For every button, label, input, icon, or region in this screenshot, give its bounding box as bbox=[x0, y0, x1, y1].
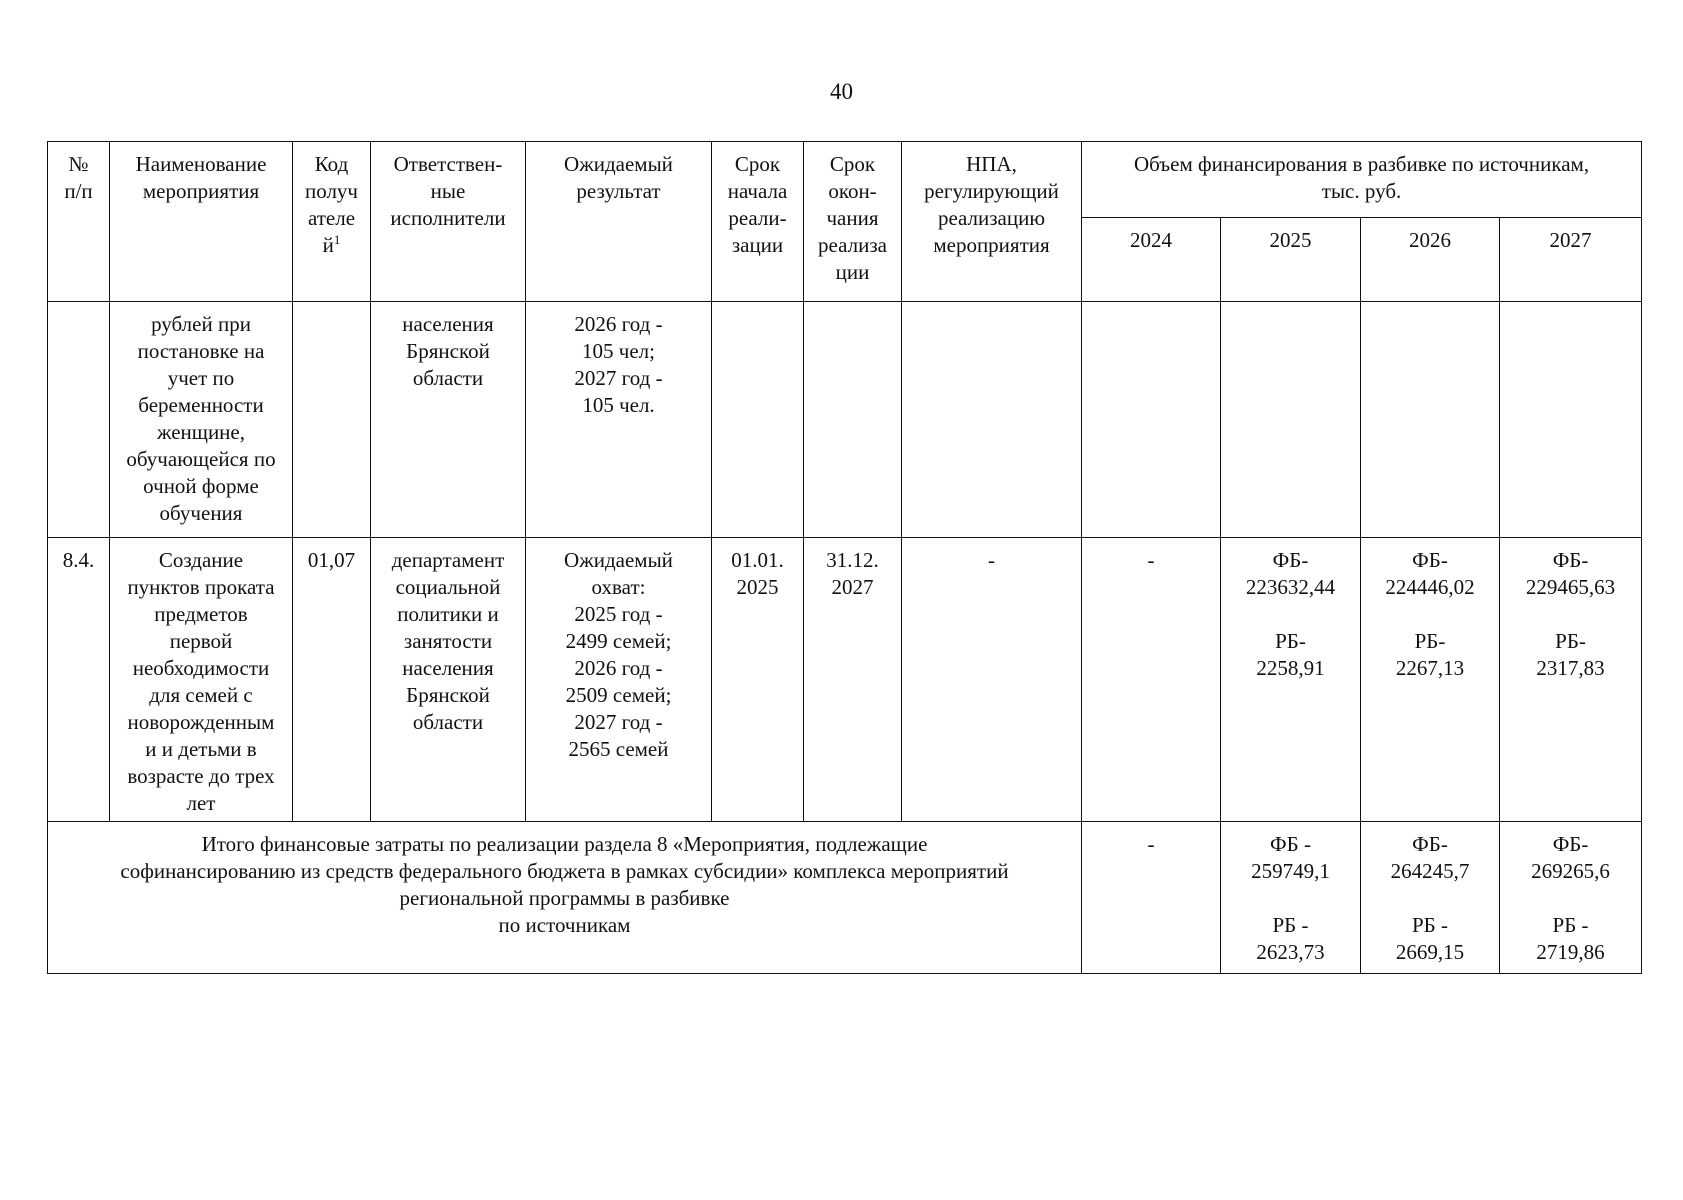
cell-responsible: населения Брянской области bbox=[371, 302, 526, 538]
table-row-continuation bbox=[48, 302, 1642, 538]
cell-end bbox=[804, 302, 902, 538]
cell-end: 31.12. 2027 bbox=[804, 538, 902, 822]
total-2025: ФБ - 259749,1 РБ - 2623,73 bbox=[1221, 822, 1361, 974]
cell-2027 bbox=[1500, 302, 1642, 538]
cell-2024: - bbox=[1082, 538, 1221, 822]
cell-2025: ФБ- 223632,44 РБ- 2258,91 bbox=[1221, 538, 1361, 822]
table-row-8-4 bbox=[48, 538, 1642, 822]
cell-num bbox=[48, 302, 110, 538]
header-code: Код получ ателе $й^1$ bbox=[293, 142, 371, 302]
cell-npa: - bbox=[902, 538, 1082, 822]
page-number: 40 bbox=[830, 79, 853, 104]
cell-code bbox=[293, 302, 371, 538]
header-responsible: Ответствен- ные исполнители bbox=[371, 142, 526, 302]
cell-start bbox=[712, 302, 804, 538]
cell-num: 8.4. bbox=[48, 538, 110, 822]
financing-table bbox=[47, 141, 1642, 974]
total-2024: - bbox=[1082, 822, 1221, 974]
cell-start: 01.01. 2025 bbox=[712, 538, 804, 822]
header-year-2026: 2026 bbox=[1361, 218, 1500, 302]
cell-npa bbox=[902, 302, 1082, 538]
cell-2026: ФБ- 224446,02 РБ- 2267,13 bbox=[1361, 538, 1500, 822]
cell-code: 01,07 bbox=[293, 538, 371, 822]
header-end: Срок окон- чания реализа ции bbox=[804, 142, 902, 302]
header-name: Наименование мероприятия bbox=[110, 142, 293, 302]
cell-2026 bbox=[1361, 302, 1500, 538]
cell-responsible: департамент социальной политики и занятости населения Брянской области bbox=[371, 538, 526, 822]
cell-2027: ФБ- 229465,63 РБ- 2317,83 bbox=[1500, 538, 1642, 822]
cell-2025 bbox=[1221, 302, 1361, 538]
header-start: Срок начала реали- зации bbox=[712, 142, 804, 302]
header-num: № п/п bbox=[48, 142, 110, 302]
total-label: Итого финансовые затраты по реализации раздела 8 «Мероприятия, подлежащие софинансированию из средств федерального бюджета в рамках субсидии» комплекса мероприятий региональной программы в разбивке по источникам bbox=[48, 822, 1082, 974]
cell-result: Ожидаемый охват: 2025 год - 2499 семей; 2026 год - 2509 семей; 2027 год - 2565 семей bbox=[526, 538, 712, 822]
cell-result: 2026 год - 105 чел; 2027 год - 105 чел. bbox=[526, 302, 712, 538]
header-result: Ожидаемый результат bbox=[526, 142, 712, 302]
cell-2024 bbox=[1082, 302, 1221, 538]
table-header-row bbox=[48, 142, 1642, 218]
header-year-2027: 2027 bbox=[1500, 218, 1642, 302]
header-year-2025: 2025 bbox=[1221, 218, 1361, 302]
header-npa: НПА, регулирующий реализацию мероприятия bbox=[902, 142, 1082, 302]
cell-name: рублей при постановке на учет по беременности женщине, обучающейся по очной форме обучения bbox=[110, 302, 293, 538]
cell-name: Создание пунктов проката предметов первой необходимости для семей с новорожденным и и детьми в возрасте до трех лет bbox=[110, 538, 293, 822]
header-year-2024: 2024 bbox=[1082, 218, 1221, 302]
total-2026: ФБ- 264245,7 РБ - 2669,15 bbox=[1361, 822, 1500, 974]
header-funding: Объем финансирования в разбивке по источникам, тыс. руб. bbox=[1082, 142, 1642, 218]
table-row-total bbox=[48, 822, 1642, 974]
total-2027: ФБ- 269265,6 РБ - 2719,86 bbox=[1500, 822, 1642, 974]
